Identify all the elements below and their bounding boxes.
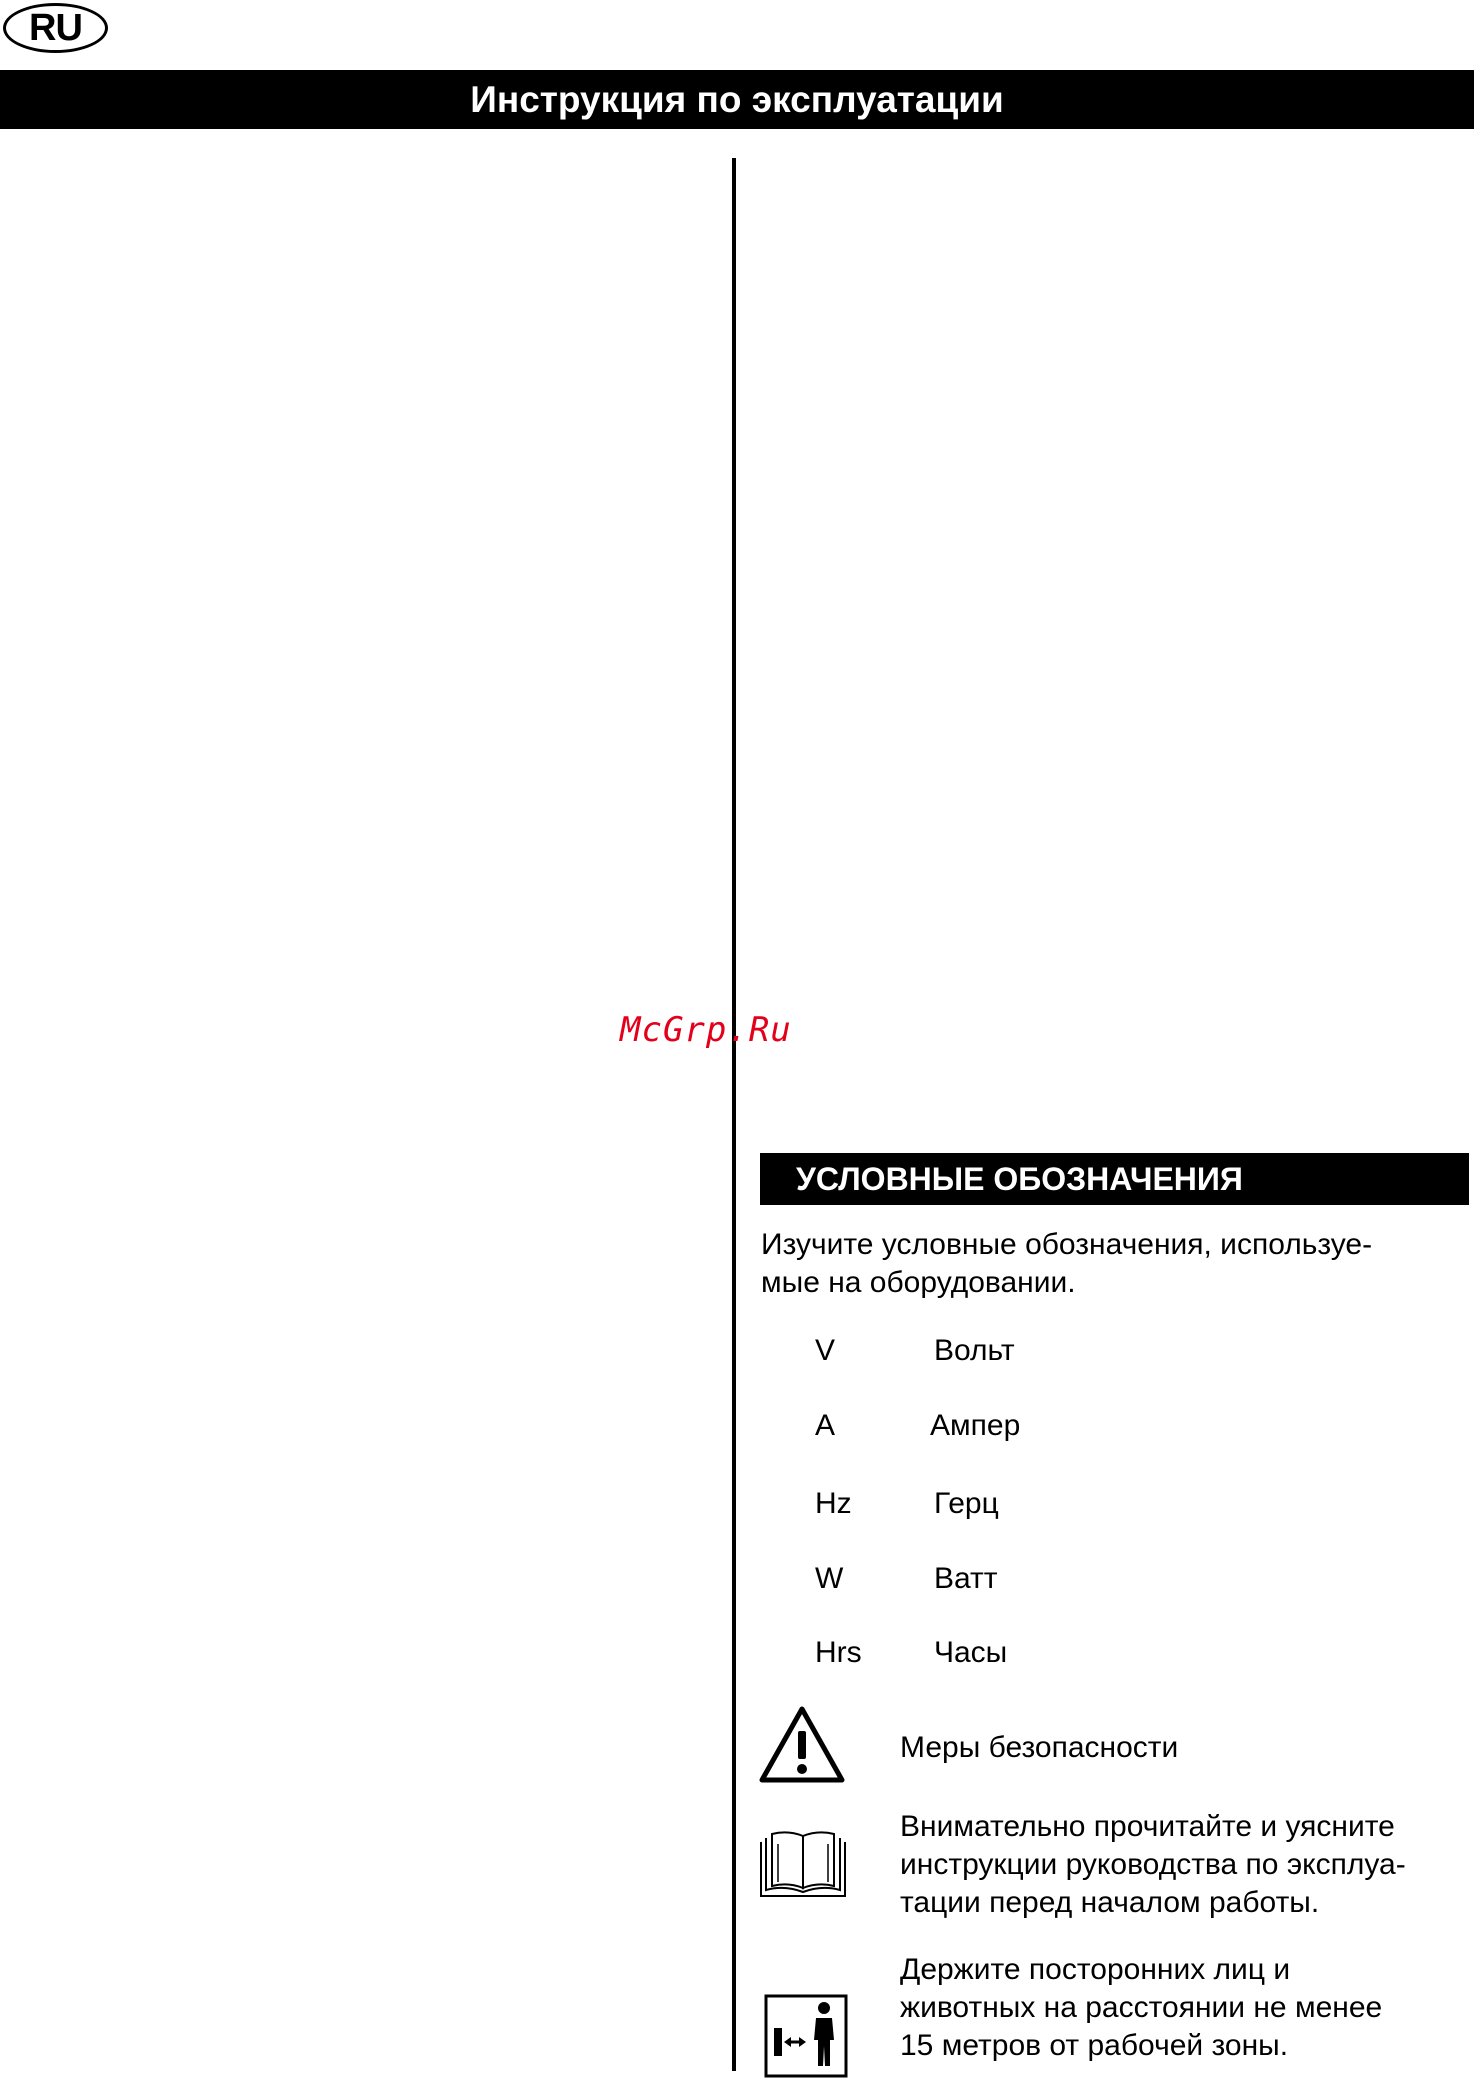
watermark: McGrp.Ru (620, 1010, 792, 1050)
section-heading (760, 1153, 1469, 1205)
intro-paragraph (761, 1226, 1451, 1302)
open-book-icon (758, 1830, 848, 1902)
unit-meaning: Ампер (930, 1409, 1021, 1442)
section-heading-text: УСЛОВНЫЕ ОБОЗНАЧЕНИЯ (796, 1160, 1243, 1197)
page-title-bar (0, 70, 1474, 129)
unit-abbr: A (815, 1409, 836, 1442)
unit-meaning: Ватт (934, 1562, 998, 1595)
warning-triangle-icon (758, 1705, 846, 1785)
icon-description-line: Внимательно прочитайте и уясните (900, 1810, 1395, 1843)
unit-meaning: Вольт (934, 1334, 1015, 1367)
icon-description-line: Меры безопасности (900, 1731, 1179, 1764)
icon-description (900, 1808, 1470, 1922)
icon-description-line: инструкции руководства по эксплуа- (900, 1848, 1406, 1881)
icon-description-line: тации перед началом работы. (900, 1886, 1320, 1919)
unit-abbr: Hrs (815, 1636, 862, 1669)
column-divider (732, 158, 736, 2071)
icon-description-line: 15 метров от рабочей зоны. (900, 2029, 1289, 2062)
icon-description-line: животных на расстоянии не менее (900, 1991, 1383, 2024)
icon-description-line: Держите посторонних лиц и (900, 1953, 1291, 1986)
unit-abbr: W (815, 1562, 844, 1595)
keep-distance-icon (764, 1994, 848, 2078)
intro-line: мые на оборудовании. (761, 1266, 1076, 1299)
unit-abbr: Hz (815, 1487, 852, 1520)
unit-meaning: Часы (934, 1636, 1008, 1669)
intro-line: Изучите условные обозначения, используе- (761, 1228, 1373, 1261)
icon-description (900, 1729, 1470, 1767)
page-title: Инструкция по эксплуатации (470, 78, 1004, 120)
language-badge: RU (3, 3, 108, 53)
icon-description (900, 1951, 1470, 2065)
unit-abbr: V (815, 1334, 836, 1367)
unit-meaning: Герц (934, 1487, 999, 1520)
